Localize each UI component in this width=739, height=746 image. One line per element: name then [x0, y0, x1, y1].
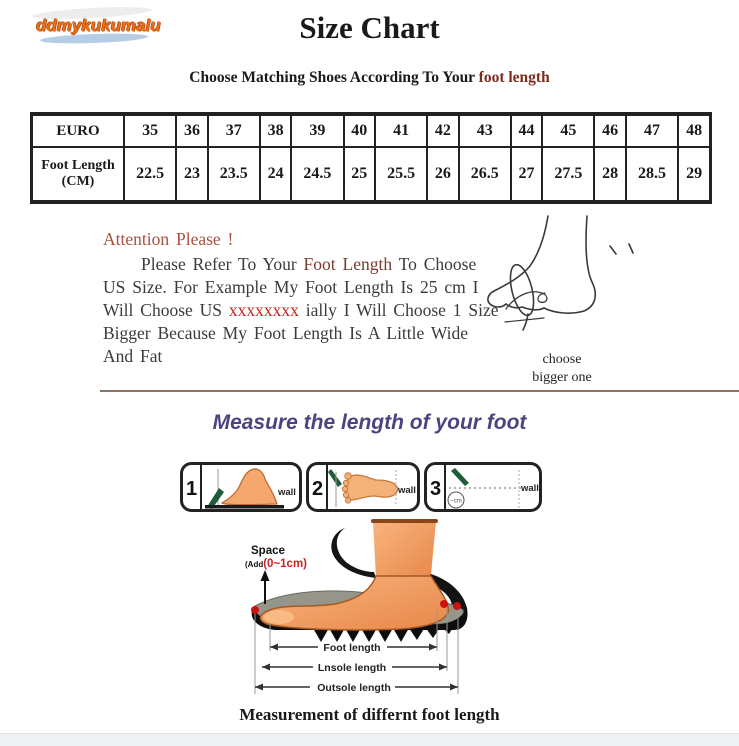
attention-line-4 [103, 299, 531, 322]
shoe-collar-shape [331, 528, 376, 578]
space-add-label: (Add(0~1cm) [245, 558, 308, 570]
euro-size-cell: 48 [678, 114, 710, 147]
foot-length-cell: 28 [594, 147, 625, 202]
attention-line4-post: ially I Will Choose 1 Size [298, 300, 499, 321]
row-label: Foot Length (CM) [32, 147, 125, 202]
note-line-2: bigger one [532, 369, 592, 385]
euro-size-cell: 45 [542, 114, 594, 147]
note-line-1: choose [542, 352, 582, 367]
measure-step-3 [424, 462, 542, 512]
size-table [30, 112, 712, 204]
section-divider [100, 390, 739, 392]
outsole-length-label: Outsole length [317, 682, 391, 694]
leg-shape [373, 521, 436, 578]
heel-dot-outer [453, 602, 461, 610]
toe-highlight [264, 610, 294, 624]
euro-size-cell: 37 [208, 114, 260, 147]
foot-length-cell: 26 [427, 147, 458, 202]
foot-length-cell: 24 [260, 147, 291, 202]
euro-size-cell: 47 [626, 114, 678, 147]
step-3-number: 3 [430, 478, 442, 500]
foot-length-diagram [225, 518, 515, 703]
bottom-bar [0, 733, 739, 746]
step-1-wall-label: wall [278, 487, 296, 498]
bottom-caption: Measurement of differnt foot length [239, 705, 500, 724]
attention-line-3: US Size. For Example My Foot Length Is 25 cm I [103, 277, 479, 298]
sketch-loop-tail [523, 314, 528, 330]
foot-length-cell: 24.5 [291, 147, 343, 202]
euro-size-cell: 42 [427, 114, 458, 147]
measure-heading: Measure the length of your foot [212, 411, 527, 434]
euro-size-cell: 36 [176, 114, 207, 147]
attention-paragraph [103, 228, 531, 369]
row-label: EURO [32, 114, 125, 147]
foot-length-row [32, 147, 711, 202]
euro-size-cell: 41 [375, 114, 427, 147]
step-1-number: 1 [186, 478, 198, 500]
sketch-shin-line [494, 216, 548, 291]
page-title: Size Chart [299, 10, 440, 45]
sketch-ankle-marks [610, 244, 633, 254]
leg-top-edge [371, 519, 438, 523]
store-logo-text: ddmykukumalu [36, 16, 161, 35]
step-3-circle-label: ~cm [450, 498, 462, 505]
space-arrow-head [261, 570, 270, 581]
foot-length-cell: 27.5 [542, 147, 594, 202]
attention-line2-pre: Please Refer To Your [141, 254, 304, 275]
foot-length-cell: 29 [678, 147, 710, 202]
attention-line-2 [103, 253, 531, 276]
foot-length-cell: 28.5 [626, 147, 678, 202]
step-1-floor-line [205, 505, 284, 509]
step-2-number: 2 [312, 478, 324, 500]
sketch-toe-line [488, 291, 544, 310]
euro-size-cell: 46 [594, 114, 625, 147]
subtitle-text: Choose Matching Shoes According To Your [189, 69, 479, 86]
step-2-wall-label: wall [398, 485, 416, 496]
euro-size-cell: 40 [344, 114, 375, 147]
wide-connector-line [505, 318, 544, 322]
foot-length-cell: 27 [511, 147, 542, 202]
euro-size-row [32, 114, 711, 147]
foot-length-cell: 25 [344, 147, 375, 202]
heel-dot-inner [440, 600, 448, 608]
sketch-heel-line [544, 216, 595, 313]
attention-line-5: Bigger Because My Foot Length Is A Little Wide [103, 323, 469, 344]
measure-step-2 [306, 462, 420, 512]
step-3-wall-label: wall [521, 483, 539, 494]
foot-length-cell: 23 [176, 147, 207, 202]
foot-length-cell: 25.5 [375, 147, 427, 202]
attention-line4-pre: Will Choose US [103, 300, 229, 321]
foot-length-label: Foot length [323, 642, 381, 654]
subtitle [0, 69, 739, 87]
foot-length-cell: 23.5 [208, 147, 260, 202]
choose-bigger-note [502, 351, 622, 386]
euro-size-cell: 35 [124, 114, 176, 147]
attention-line2-post: To Choose [392, 254, 477, 275]
euro-size-cell: 44 [511, 114, 542, 147]
foot-length-cell: 22.5 [124, 147, 176, 202]
insole-length-label: Lnsole length [317, 662, 387, 674]
attention-heading: Attention Please ! [103, 229, 234, 249]
foot-sketch-drawing [482, 214, 662, 349]
subtitle-highlight: foot length [478, 69, 550, 86]
sketch-measure-loop [506, 262, 538, 317]
toe-end-dot [251, 606, 259, 614]
euro-size-cell: 43 [459, 114, 511, 147]
attention-line2-highlight: Foot Length [303, 254, 393, 275]
space-label: Space [251, 545, 285, 557]
measure-step-1 [180, 462, 302, 512]
attention-line4-highlight: xxxxxxxx [228, 300, 299, 321]
euro-size-cell: 39 [291, 114, 343, 147]
euro-size-cell: 38 [260, 114, 291, 147]
foot-length-cell: 26.5 [459, 147, 511, 202]
attention-line-6: And Fat [103, 346, 163, 367]
